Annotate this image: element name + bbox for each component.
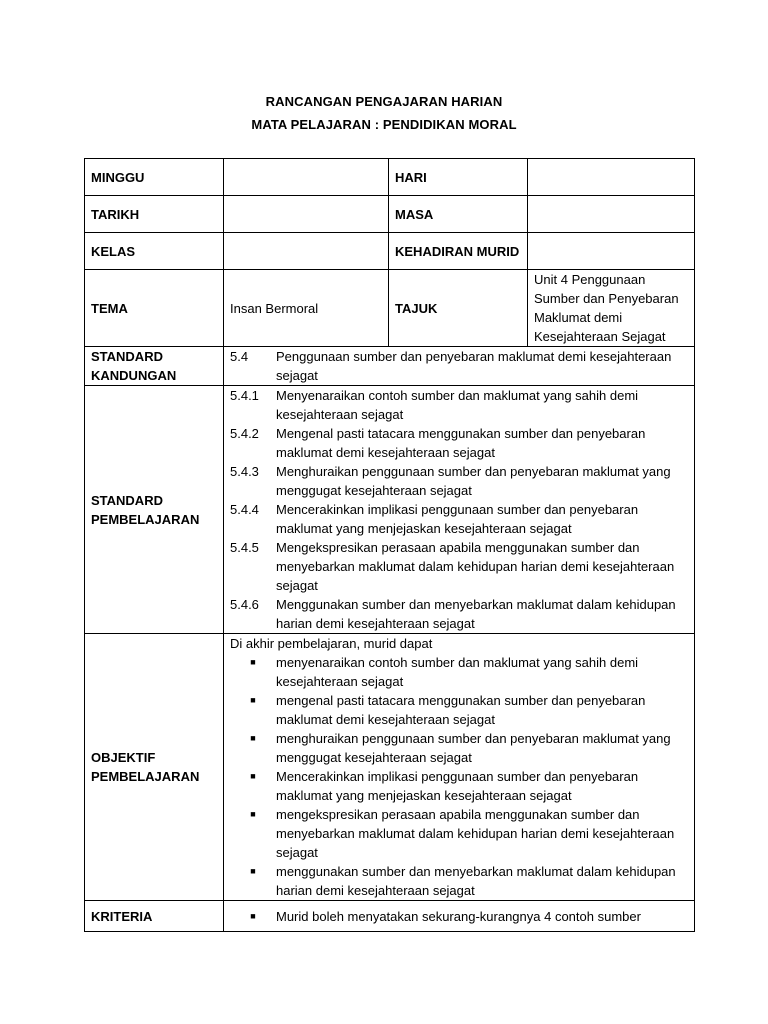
list-item — [230, 907, 688, 926]
objektif-text: menyenaraikan contoh sumber dan maklumat yang sahih demi kesejahteraan sejagat — [276, 655, 639, 689]
objektif-label: OBJEKTIF PEMBELAJARAN — [85, 634, 224, 901]
list-item — [230, 691, 688, 729]
objektif-list — [230, 653, 688, 900]
list-item — [230, 767, 688, 805]
sp-text: Menggunakan sumber dan menyebarkan maklumat dalam kehidupan harian demi kesejahteraan sejagat — [276, 597, 676, 631]
masa-label: MASA — [389, 196, 528, 233]
square-bullet-icon: ■ — [250, 809, 256, 819]
objektif-text: Mencerakinkan implikasi penggunaan sumber dan penyebaran maklumat yang menjejaskan kesejahteraan sejagat — [276, 769, 639, 803]
objektif-text: mengenal pasti tatacara menggunakan sumber dan penyebaran maklumat demi kesejahteraan sejagat — [276, 693, 646, 727]
table-row — [85, 634, 695, 901]
list-item — [230, 805, 688, 862]
standard-kandungan-label: STANDARD KANDUNGAN — [85, 347, 224, 386]
minggu-label: MINGGU — [85, 159, 224, 196]
hari-label: HARI — [389, 159, 528, 196]
table-row — [85, 196, 695, 233]
table-row — [85, 386, 695, 634]
sp-item — [230, 386, 688, 424]
sp-item — [230, 595, 688, 633]
square-bullet-icon: ■ — [250, 733, 256, 743]
hari-field[interactable] — [528, 159, 695, 196]
sp-text: Menyenaraikan contoh sumber dan maklumat yang sahih demi kesejahteraan sejagat — [276, 388, 639, 422]
square-bullet-icon: ■ — [250, 866, 256, 876]
sp-number: 5.4.5 — [230, 540, 259, 555]
table-row — [85, 270, 695, 347]
masa-field[interactable] — [528, 196, 695, 233]
tema-label: TEMA — [85, 270, 224, 347]
sp-number: 5.4.4 — [230, 502, 259, 517]
sp-item — [230, 500, 688, 538]
standard-kandungan-field[interactable] — [224, 347, 695, 386]
sp-item — [230, 538, 688, 595]
standard-pembelajaran-field[interactable] — [224, 386, 695, 634]
sp-number: 5.4.2 — [230, 426, 259, 441]
square-bullet-icon: ■ — [250, 910, 256, 921]
objektif-intro: Di akhir pembelajaran, murid dapat — [230, 636, 433, 651]
sp-text: Menghuraikan penggunaan sumber dan penyebaran maklumat yang menggugat kesejahteraan sejagat — [276, 464, 671, 498]
minggu-field[interactable] — [224, 159, 389, 196]
list-item — [230, 653, 688, 691]
tema-field[interactable]: Insan Bermoral — [224, 270, 389, 347]
square-bullet-icon: ■ — [250, 657, 256, 667]
document-subtitle: MATA PELAJARAN : PENDIDIKAN MORAL — [251, 117, 517, 132]
sp-number: 5.4.3 — [230, 464, 259, 479]
sp-item — [230, 462, 688, 500]
tarikh-field[interactable] — [224, 196, 389, 233]
sp-number: 5.4.6 — [230, 597, 259, 612]
sp-item — [230, 424, 688, 462]
kriteria-list — [230, 907, 688, 926]
table-row — [85, 233, 695, 270]
kriteria-text: Murid boleh menyatakan sekurang-kurangnya 4 contoh sumber — [276, 908, 641, 924]
tajuk-label: TAJUK — [389, 270, 528, 347]
kehadiran-field[interactable] — [528, 233, 695, 270]
sk-number: 5.4 — [230, 349, 249, 364]
list-item — [230, 862, 688, 900]
sp-text: Mengekspresikan perasaan apabila menggunakan sumber dan menyebarkan maklumat dalam kehidupan harian demi kesejahteraan sejagat — [276, 540, 675, 593]
objektif-text: menghuraikan penggunaan sumber dan penyebaran maklumat yang menggugat kesejahteraan sejagat — [276, 731, 671, 765]
standard-pembelajaran-label: STANDARD PEMBELAJARAN — [85, 386, 224, 634]
kehadiran-label: KEHADIRAN MURID — [389, 233, 528, 270]
kriteria-field[interactable] — [224, 901, 695, 932]
kelas-field[interactable] — [224, 233, 389, 270]
tajuk-field[interactable]: Unit 4 Penggunaan Sumber dan Penyebaran Maklumat demi Kesejahteraan Sejagat — [528, 270, 695, 347]
sk-text: Penggunaan sumber dan penyebaran maklumat demi kesejahteraan sejagat — [276, 349, 672, 383]
kelas-label: KELAS — [85, 233, 224, 270]
table-row — [85, 901, 695, 932]
kriteria-label: KRITERIA — [85, 901, 224, 932]
table-row — [85, 159, 695, 196]
square-bullet-icon: ■ — [250, 695, 256, 705]
sp-text: Mencerakinkan implikasi penggunaan sumber dan penyebaran maklumat yang menjejaskan kesejahteraan sejagat — [276, 502, 639, 536]
lesson-plan-table — [84, 158, 695, 932]
sp-text: Mengenal pasti tatacara menggunakan sumber dan penyebaran maklumat demi kesejahteraan sejagat — [276, 426, 646, 460]
tarikh-label: TARIKH — [85, 196, 224, 233]
objektif-text: mengekspresikan perasaan apabila menggunakan sumber dan menyebarkan maklumat dalam kehidupan harian demi kesejahteraan sejagat — [276, 807, 675, 860]
objektif-text: menggunakan sumber dan menyebarkan maklumat dalam kehidupan harian demi kesejahteraan sejagat — [276, 864, 676, 898]
objektif-field[interactable] — [224, 634, 695, 901]
list-item — [230, 729, 688, 767]
table-row — [85, 347, 695, 386]
document-title: RANCANGAN PENGAJARAN HARIAN — [265, 94, 503, 109]
square-bullet-icon: ■ — [250, 771, 256, 781]
sp-number: 5.4.1 — [230, 388, 259, 403]
